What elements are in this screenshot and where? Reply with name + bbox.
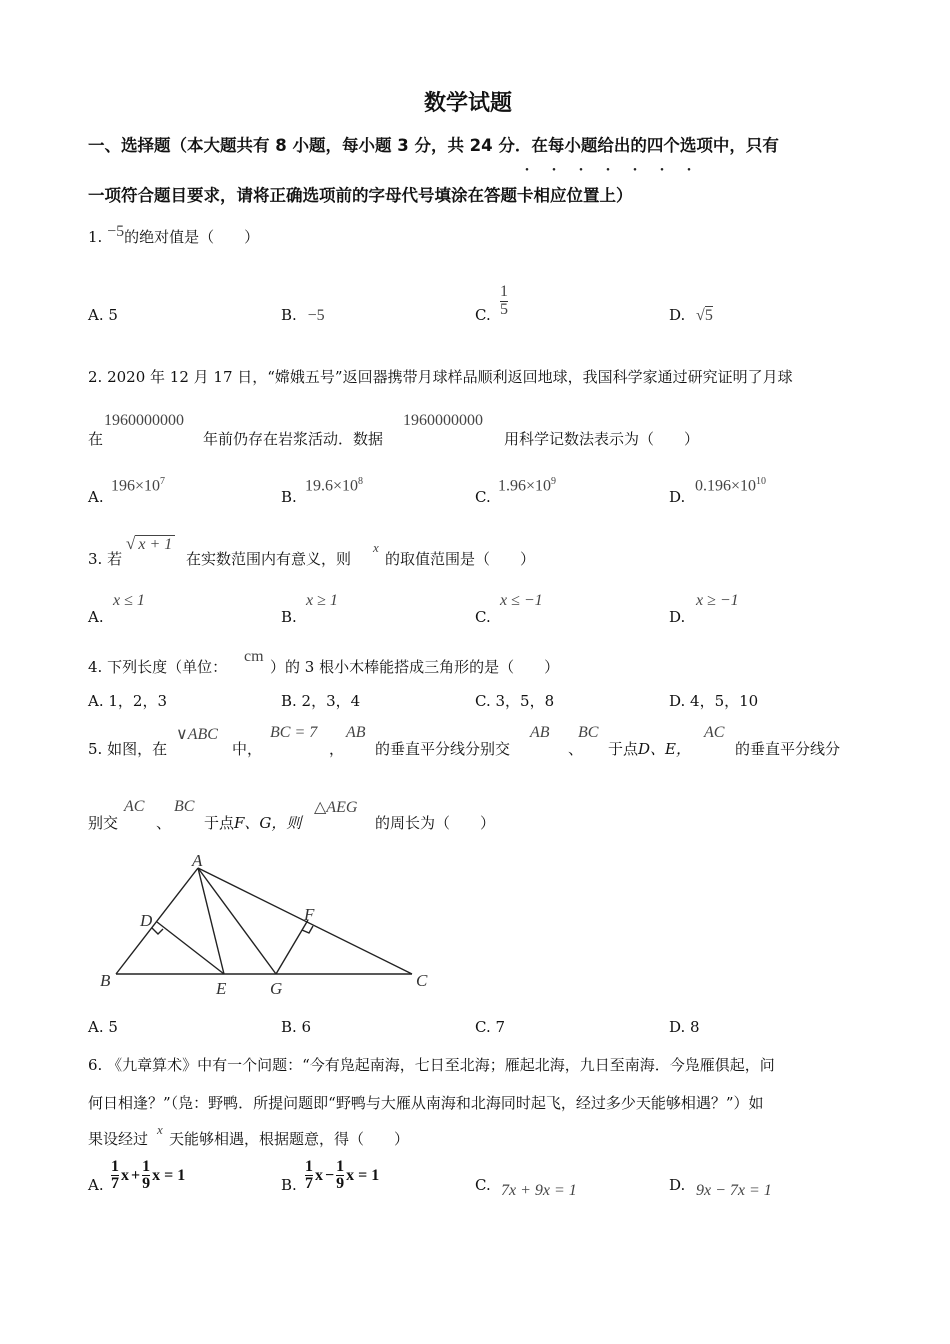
option-label: D. (669, 306, 686, 324)
q1-text: 的绝对值是（ ） (124, 228, 260, 246)
fig-label-b: B (100, 971, 111, 990)
q6-option-d-equation: 9x − 7x = 1 (696, 1182, 772, 1199)
option-label: C. (475, 488, 491, 506)
q6-option-b-equation (305, 1159, 379, 1192)
q2-number-1: 1960000000 (104, 412, 184, 429)
q5-text-4: 的垂直平分线分别交 (375, 740, 511, 758)
fraction-numerator: 1 (142, 1158, 151, 1175)
q6-option-d[interactable] (669, 1176, 685, 1194)
q5-points-fg: F、G，则 (234, 814, 302, 832)
q5-text-10a: 于点 (204, 814, 235, 832)
q1-stem (88, 223, 260, 247)
q2-option-b-value (305, 476, 363, 495)
fraction-numerator: 1 (500, 283, 508, 300)
q2-stem-line1: 2. 2020 年 12 月 17 日，“嫦娥五号”返回器携带月球样品顺利返回地球，我国科学家通过研究证明了月球 (88, 368, 793, 386)
q1-number: 1. (88, 228, 103, 246)
plus-sign: + (131, 1166, 141, 1184)
q5-bc-3: BC (174, 798, 195, 815)
fraction-numerator: 1 (336, 1158, 345, 1175)
segment-fg (276, 920, 308, 974)
exponent: 9 (551, 476, 557, 487)
option-label: B. (281, 306, 297, 324)
q5-triangle-aeg: △AEG (314, 799, 358, 816)
q5-text-8: 别交 (88, 814, 119, 832)
section-heading-line2: 一项符合题目要求，请将正确选项前的字母代号填涂在答题卡相应位置上） (88, 186, 633, 205)
q2-option-b[interactable] (281, 488, 297, 506)
q5-ac-2: AC (124, 798, 145, 815)
q1-expression: −5 (107, 223, 125, 240)
q2-stem-line2-post: 用科学记数法表示为（ ） (504, 430, 700, 448)
q5-bc-value: BC = 7 (270, 724, 318, 741)
q2-option-a-value (111, 476, 165, 495)
q5-ab-2: AB (530, 724, 550, 741)
fraction-numerator: 1 (305, 1158, 313, 1175)
exponent: 8 (358, 476, 364, 487)
fig-label-a: A (192, 851, 203, 870)
q2-option-c-value (498, 476, 556, 495)
option-value: 196×10 (111, 477, 161, 495)
q2-stem-line2-mid: 年前仍存在岩浆活动．数据 (203, 430, 384, 448)
option-value: 1.96×10 (498, 477, 552, 495)
fig-label-f: F (304, 905, 315, 924)
q6-var: x (157, 1122, 163, 1137)
equation-rhs: x = 1 (152, 1166, 186, 1184)
q5-option-c[interactable]: C. 7 (475, 1018, 506, 1036)
option-label: B. (281, 488, 297, 506)
var-x: x (315, 1166, 323, 1184)
q3-stem-pre: 3. 若 (88, 550, 123, 568)
q3-option-b-value: x ≥ 1 (306, 592, 338, 609)
fraction-denominator: 5 (500, 300, 508, 318)
q6-stem-line3-post: 天能够相遇，根据题意，得（ ） (169, 1130, 410, 1148)
q6-stem-line2: 何日相逢？”（凫：野鸭．所提问题即“野鸭与大雁从南海和北海同时起飞，经过多少天能够相遇？”）如 (88, 1094, 764, 1112)
fig-label-g: G (270, 979, 283, 998)
q2-option-d[interactable] (669, 488, 685, 506)
segment-de (157, 922, 224, 974)
q5-text-7: 的垂直平分线分 (735, 740, 841, 758)
option-value: −5 (307, 307, 325, 324)
option-value: 5 (108, 306, 118, 324)
q6-option-a-equation (111, 1159, 185, 1192)
q5-text-9: 、 (156, 814, 172, 832)
q4-stem-post: ）的 3 根小木棒能搭成三角形的是（ ） (270, 658, 560, 676)
equation-rhs: x = 1 (346, 1166, 380, 1184)
fraction-denominator: 9 (142, 1175, 151, 1192)
q3-sqrt: √ x + 1 (126, 534, 175, 554)
q1-option-d[interactable]: D. √5 (669, 306, 713, 324)
fraction-denominator: 7 (111, 1175, 119, 1192)
q5-ac: AC (704, 724, 725, 741)
exponent: 7 (160, 476, 166, 487)
option-label: B. (281, 1176, 297, 1194)
q4-stem-pre: 4. 下列长度（单位： (88, 658, 228, 676)
option-label: D. (669, 1176, 686, 1194)
fraction-denominator: 7 (305, 1175, 313, 1192)
q3-option-c[interactable] (475, 608, 491, 626)
fig-label-d: D (140, 911, 153, 930)
segment-ab (116, 868, 198, 974)
q2-option-c[interactable] (475, 488, 491, 506)
option-label: D. (669, 608, 686, 626)
minus-sign: − (325, 1166, 335, 1184)
q1-option-b[interactable] (281, 306, 325, 325)
emphasis-dots: ・・・・・・・ (520, 163, 709, 179)
option-label: A. (88, 608, 104, 626)
q2-option-a[interactable] (88, 488, 104, 506)
q5-text-6a: 于点 (608, 740, 639, 758)
q5-bc-2: BC (578, 724, 599, 741)
option-label: B. (281, 608, 297, 626)
q5-text-6 (608, 738, 691, 759)
q2-stem-line2-pre: 在 (88, 430, 104, 448)
q4-option-a[interactable]: A. 1，2，3 (88, 692, 167, 710)
sqrt-radicand: 5 (704, 307, 713, 324)
q5-text-5: 、 (568, 740, 584, 758)
sqrt-radicand: x + 1 (135, 535, 175, 553)
option-label: A. (88, 306, 104, 324)
q4-option-b[interactable]: B. 2，3，4 (281, 692, 361, 710)
option-label: C. (475, 608, 491, 626)
q3-stem-mid: 在实数范围内有意义，则 (186, 550, 352, 568)
option-label: D. (669, 488, 686, 506)
section-heading-line1: 一、选择题（本大题共有 8 小题，每小题 3 分，共 24 分．在每小题给出的四个选项中，只有 (88, 136, 779, 155)
q5-text-11: 的周长为（ ） (375, 814, 496, 832)
q3-option-d[interactable] (669, 608, 685, 626)
q3-stem-post: 的取值范围是（ ） (385, 550, 536, 568)
q5-triangle-figure (96, 850, 436, 1000)
page-title: 数学试题 (424, 90, 513, 116)
q5-ab: AB (346, 724, 366, 741)
q5-text-1: 5. 如图，在 (88, 740, 168, 758)
q1-option-c-fraction (500, 281, 508, 319)
option-value: 19.6×10 (305, 477, 359, 495)
option-label: C. (475, 1176, 491, 1194)
q3-option-a[interactable] (88, 608, 104, 626)
option-value: 0.196×10 (695, 477, 757, 495)
option-label: C. (475, 306, 491, 324)
q6-option-c-equation: 7x + 9x = 1 (501, 1182, 577, 1199)
q6-stem-line3-pre: 果设经过 (88, 1130, 149, 1148)
q5-text-10 (204, 812, 301, 833)
segment-ae (198, 868, 224, 974)
option-label: A. (88, 1176, 104, 1194)
q2-number-2: 1960000000 (403, 412, 483, 429)
q1-option-a[interactable] (88, 306, 118, 324)
q2-option-d-value (695, 476, 766, 495)
option-label: A. (88, 488, 104, 506)
q5-option-b[interactable]: B. 6 (281, 1018, 312, 1036)
q4-option-d[interactable]: D. 4，5，10 (669, 692, 759, 710)
var-x: x (121, 1166, 129, 1184)
q4-option-c[interactable]: C. 3，5，8 (475, 692, 555, 710)
q6-option-a[interactable] (88, 1176, 104, 1194)
q3-option-b[interactable] (281, 608, 297, 626)
q1-option-c[interactable] (475, 306, 491, 324)
q5-option-a[interactable]: A. 5 (88, 1018, 118, 1036)
segment-ag (198, 868, 276, 974)
q5-triangle-abc: ∨ABC (176, 726, 218, 743)
q3-option-d-value: x ≥ −1 (696, 592, 739, 609)
q3-option-a-value: x ≤ 1 (113, 592, 145, 609)
fig-label-c: C (416, 971, 428, 990)
exponent: 10 (756, 476, 767, 487)
q6-option-c[interactable] (475, 1176, 491, 1194)
q5-option-d[interactable]: D. 8 (669, 1018, 700, 1036)
fraction-denominator: 9 (336, 1175, 345, 1192)
fraction-numerator: 1 (111, 1158, 119, 1175)
q3-option-c-value: x ≤ −1 (500, 592, 543, 609)
q6-stem-line1: 6. 《九章算术》中有一个问题：“今有凫起南海，七日至北海；雁起北海，九日至南海．今凫雁俱起，问 (88, 1056, 775, 1074)
q5-text-3: ， (329, 740, 345, 758)
q3-var: x (373, 540, 379, 555)
fig-label-e: E (216, 979, 227, 998)
q5-text-2: 中， (232, 740, 263, 758)
q6-option-b[interactable] (281, 1176, 297, 1194)
right-angle-mark-d (152, 928, 163, 934)
q5-points-de: D、E， (638, 740, 691, 758)
q4-unit: cm (244, 648, 264, 665)
